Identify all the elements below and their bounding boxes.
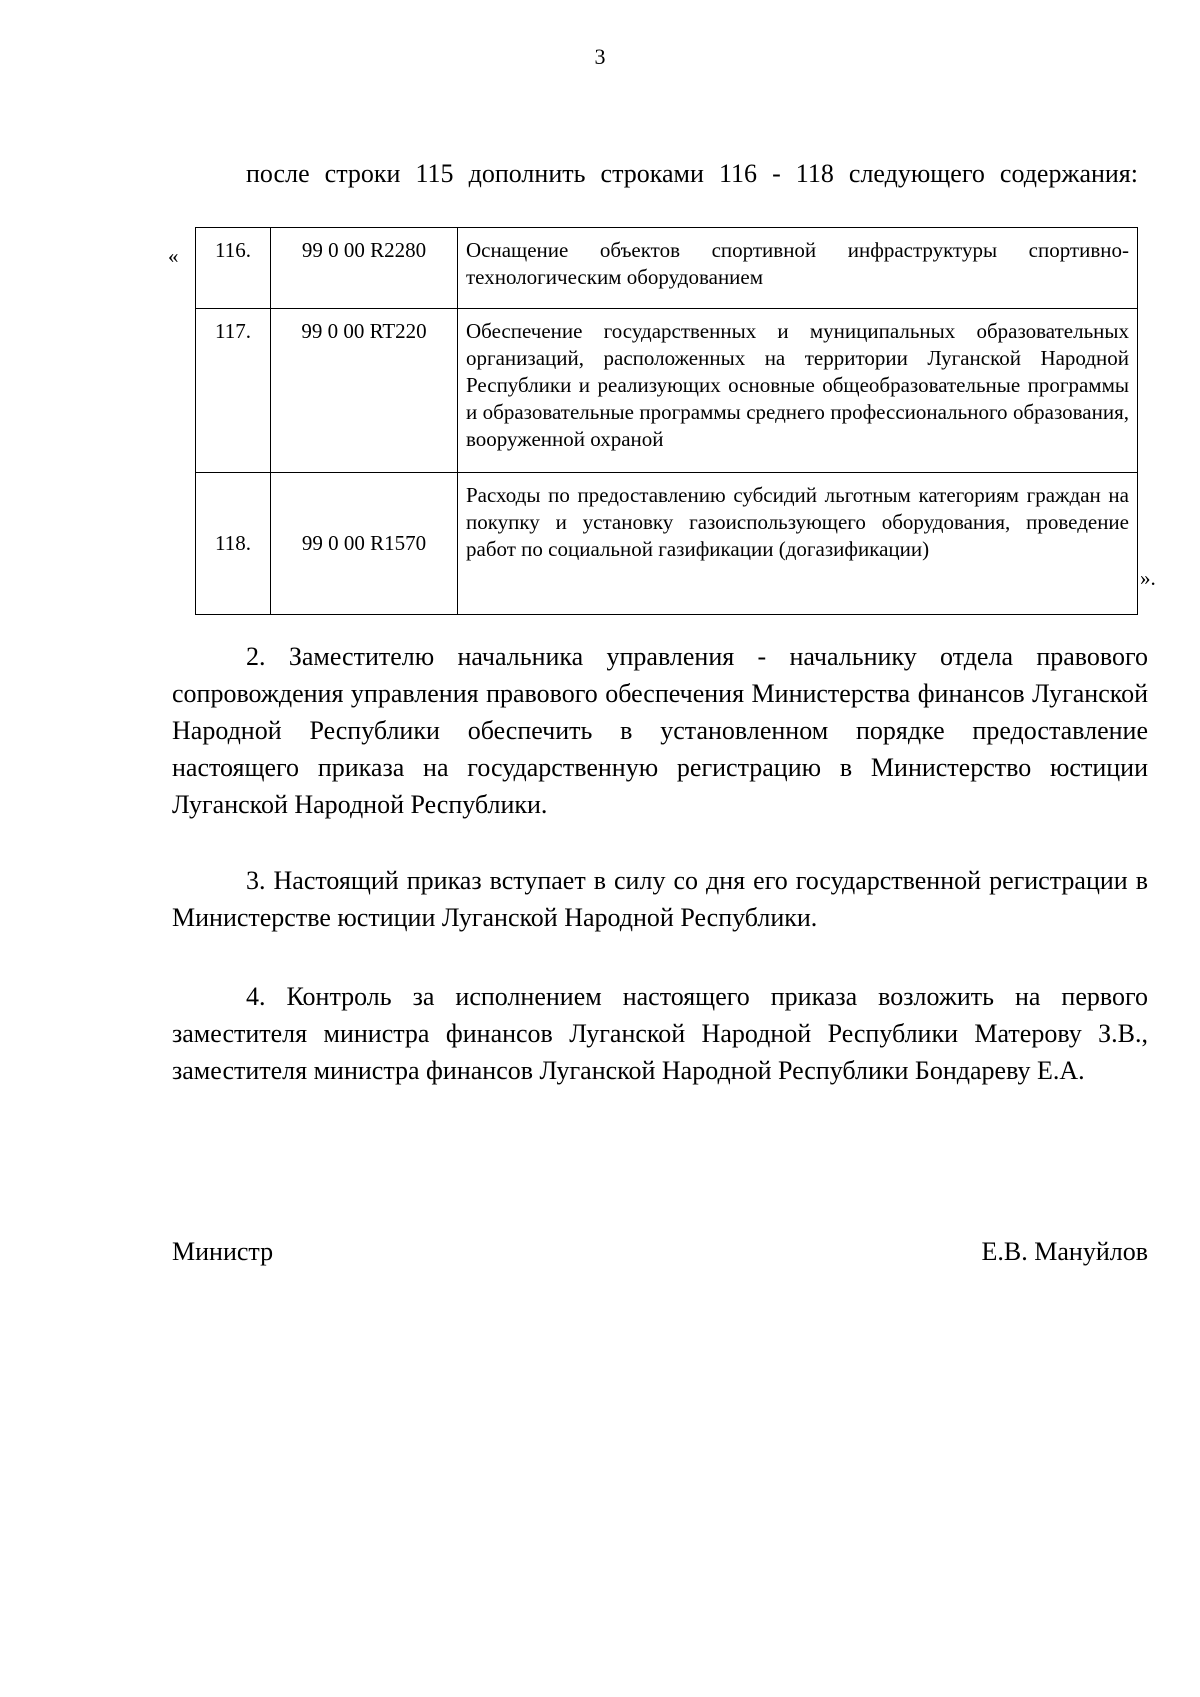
row-description: Расходы по предоставлению субсидий льготным категориям граждан на покупку и установку газоиспользующего оборудования, проведение работ по социальной газификации (догазификации) (458, 473, 1138, 615)
closing-quote: ». (1140, 566, 1156, 590)
paragraph-4: 4. Контроль за исполнением настоящего приказа возложить на первого заместителя министра финансов Луганской Народной Республики Матерову З.В., заместителя министра финансов Луганской Народной Республики Бондареву Е.А. (172, 982, 1148, 1085)
opening-quote: « (168, 244, 179, 268)
row-description: Обеспечение государственных и муниципальных образовательных организаций, расположенных на территории Луганской Народной Республики и реализующих основные общеобразовательные программы и образовательные программы среднего профессионального образования, вооруженной охраной (458, 309, 1138, 473)
signatory-title: Министр (172, 1237, 274, 1266)
row-code: 99 0 00 R2280 (271, 228, 458, 309)
row-code: 99 0 00 R1570 (271, 473, 458, 615)
paragraph-3: 3. Настоящий приказ вступает в силу со дня его государственной регистрации в Министерстве юстиции Луганской Народной Республики. (172, 866, 1148, 932)
table-row (196, 309, 1138, 473)
row-number: 116. (196, 228, 271, 309)
row-description: Оснащение объектов спортивной инфраструктуры спортивно-технологическим оборудованием (458, 228, 1138, 309)
page-number: 3 (594, 44, 606, 69)
paragraph-2: 2. Заместителю начальника управления - начальнику отдела правового сопровождения управления правового обеспечения Министерства финансов Луганской Народной Республики обеспечить в установленном порядке предоставление настоящего приказа на государственную регистрацию в Министерство юстиции Луганской Народной Республики. (172, 642, 1148, 819)
table-row (196, 228, 1138, 309)
row-number: 118. (196, 473, 271, 615)
signatory-name: Е.В. Мануйлов (981, 1237, 1148, 1266)
row-code: 99 0 00 RT220 (271, 309, 458, 473)
intro-text: после строки 115 дополнить строками 116 - 118 следующего содержания: (246, 159, 1138, 188)
row-number: 117. (196, 309, 271, 473)
table-row (196, 473, 1138, 615)
amendment-table (195, 227, 1138, 615)
